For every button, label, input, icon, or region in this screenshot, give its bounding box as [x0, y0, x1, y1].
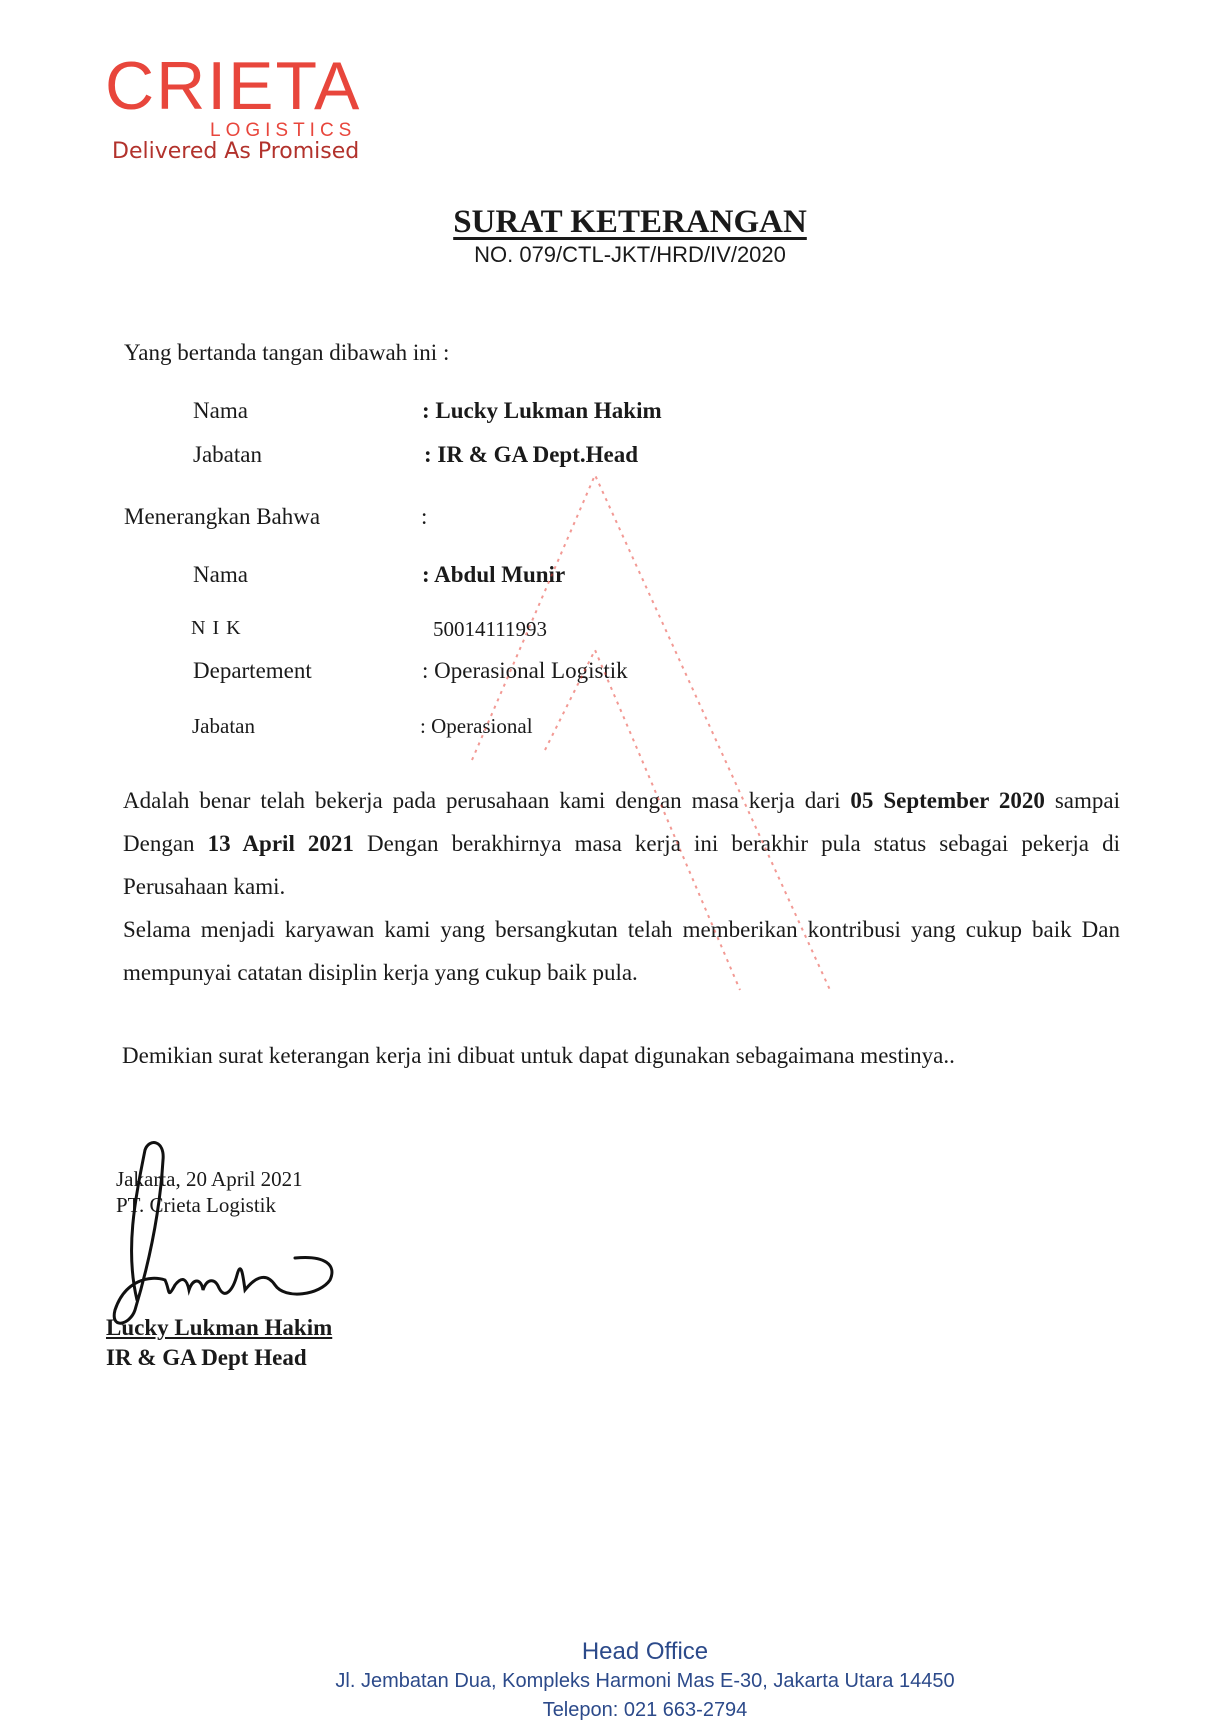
closing-text: Demikian surat keterangan kerja ini dibuat untuk dapat digunakan sebagaimana mestinya.. — [122, 1043, 955, 1068]
footer-phone: Telepon: 021 663-2794 — [542, 1699, 748, 1721]
logo-wordmark: CRIETA — [105, 48, 362, 124]
employee-position-value: : Operasional — [420, 714, 533, 738]
employee-position-label: Jabatan — [192, 714, 255, 738]
logo-tagline: Delivered As Promised — [112, 139, 360, 164]
signer-position: IR & GA Dept Head — [106, 1345, 307, 1370]
employee-department-value: : Operasional Logistik — [422, 658, 628, 683]
signer-name-label: Nama — [193, 398, 248, 423]
employee-name-value: : Abdul Munir — [422, 562, 566, 587]
document-number: NO. 079/CTL-JKT/HRD/IV/2020 — [474, 242, 786, 267]
signer-name: Lucky Lukman Hakim — [106, 1315, 333, 1340]
intro-text: Yang bertanda tangan dibawah ini : — [124, 340, 450, 365]
statement-colon: : — [421, 504, 428, 529]
document-title: SURAT KETERANGAN — [453, 204, 807, 240]
signer-name-value: : Lucky Lukman Hakim — [422, 398, 662, 423]
handwritten-signature — [105, 1140, 375, 1340]
signature-place-date: Jakarta, 20 April 2021 — [116, 1167, 303, 1191]
footer-title: Head Office — [581, 1638, 709, 1665]
body-paragraph-1: Adalah benar telah bekerja pada perusahaan kami dengan masa kerja dari 05 September 2020 sampai Dengan 13 April 2021 Dengan berakhirnya masa kerja ini berakhir pula status sebagai pekerja di Perusahaan kami. — [123, 788, 1120, 899]
body-paragraph-2: Selama menjadi karyawan kami yang bersangkutan telah memberikan kontribusi yang cukup baik Dan mempunyai catatan disiplin kerja yang cukup baik pula. — [123, 917, 1120, 985]
employee-name-label: Nama — [193, 562, 248, 587]
footer-address: Jl. Jembatan Dua, Kompleks Harmoni Mas E-30, Jakarta Utara 14450 — [335, 1670, 955, 1692]
signature-company: PT. Crieta Logistik — [116, 1193, 277, 1217]
employee-department-label: Departement — [193, 658, 312, 683]
statement-label: Menerangkan Bahwa — [124, 504, 321, 529]
employee-nik-value: 50014111993 — [433, 617, 547, 641]
employee-nik-label: N I K — [191, 617, 242, 639]
signer-position-value: : IR & GA Dept.Head — [424, 442, 639, 467]
signer-position-label: Jabatan — [193, 442, 262, 467]
logo-subtitle: LOGISTICS — [210, 120, 357, 141]
company-stamp-watermark — [460, 470, 850, 1030]
